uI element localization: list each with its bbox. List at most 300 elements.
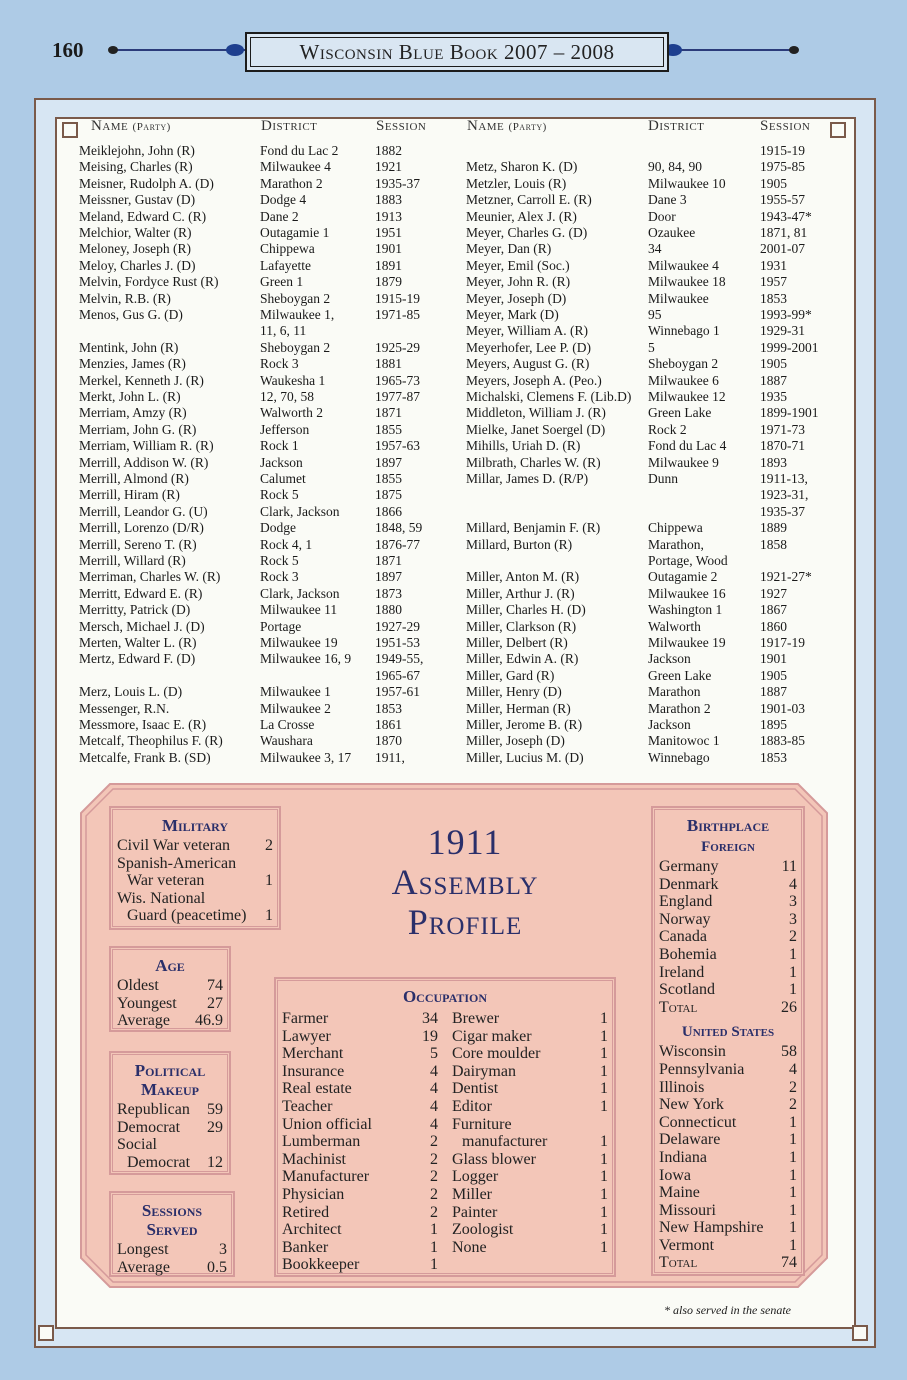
military-row xyxy=(117,890,273,908)
member-district: Clark, Jackson xyxy=(260,585,340,601)
occupation-row xyxy=(452,1204,608,1222)
foreign-row-label: Scotland xyxy=(659,981,715,999)
birthplace-title: Birthplace xyxy=(686,816,770,835)
occupation-row-value: 2 xyxy=(430,1133,438,1151)
member-name: Millard, Benjamin F. (R) xyxy=(466,520,601,536)
political-row-label: Democrat xyxy=(127,1153,191,1171)
member-name: Mihills, Uriah D. (R) xyxy=(466,438,581,454)
member-name: Meyer, Dan (R) xyxy=(466,241,552,257)
occupation-row-value: 1 xyxy=(430,1256,438,1274)
occupation-row-label: Core moulder xyxy=(452,1045,541,1063)
member-name: Metz, Sharon K. (D) xyxy=(466,159,578,175)
member-name: Miller, Edwin A. (R) xyxy=(466,651,579,667)
member-district: Green 1 xyxy=(260,274,304,290)
member-name: Meising, Charles (R) xyxy=(79,159,193,175)
total-value: 26 xyxy=(781,998,797,1016)
us-rows xyxy=(659,1043,797,1272)
member-name: Merritty, Patrick (D) xyxy=(79,602,191,618)
member-session: 1929-31 xyxy=(760,323,805,339)
member-district: Fond du Lac 4 xyxy=(648,438,727,454)
occupation-row xyxy=(452,1133,608,1151)
member-district: Milwaukee 10 xyxy=(648,175,726,191)
occupation-row xyxy=(452,1239,608,1257)
occupation-row-label: Farmer xyxy=(282,1010,329,1027)
us-row xyxy=(659,1114,797,1132)
member-name: Merrill, Leandor G. (U) xyxy=(79,503,208,519)
member-district: Calumet xyxy=(260,471,306,486)
occupation-row-value: 1 xyxy=(430,1221,438,1239)
member-session: 1897 xyxy=(375,569,402,585)
total-value: 74 xyxy=(781,1254,797,1272)
political-row xyxy=(117,1154,223,1172)
member-district: Outagamie 1 xyxy=(260,225,330,240)
member-session: 1993-99* xyxy=(760,307,812,322)
member-district: Milwaukee 2 xyxy=(260,700,331,716)
member-name: Merriman, Charles W. (R) xyxy=(79,569,221,585)
political-row-label: Democrat xyxy=(117,1118,181,1136)
member-session: 1899-1901 xyxy=(760,405,819,421)
foreign-row xyxy=(659,946,797,964)
foreign-row xyxy=(659,893,797,911)
member-name: Miller, Lucius M. (D) xyxy=(466,749,584,765)
member-name: Miller, Anton M. (R) xyxy=(466,569,580,585)
occupation-row xyxy=(282,1256,438,1274)
header-dot-left xyxy=(108,46,118,54)
military-row-label: Civil War veteran xyxy=(117,837,231,854)
us-row-label: Vermont xyxy=(659,1236,715,1254)
occupation-row-label: Logger xyxy=(452,1168,499,1186)
member-name: Merz, Louis L. (D) xyxy=(79,684,183,700)
member-session: 1867 xyxy=(760,602,787,618)
member-district: Chippewa xyxy=(648,520,703,536)
member-session: 1871 xyxy=(375,405,402,421)
military-rows xyxy=(117,837,273,925)
age-row-value: 46.9 xyxy=(195,1012,223,1030)
member-name: Miller, Charles H. (D) xyxy=(466,602,586,618)
age-row-label: Oldest xyxy=(117,977,159,994)
occupation-row-label: Real estate xyxy=(282,1080,352,1098)
member-district: Door xyxy=(648,208,676,224)
foreign-row-label: Canada xyxy=(659,928,707,946)
member-session: 1853 xyxy=(760,290,787,306)
member-district: Milwaukee 4 xyxy=(648,257,719,273)
us-title: United States xyxy=(681,1024,775,1041)
occupation-row xyxy=(452,1080,608,1098)
member-name: Mielke, Janet Soergel (D) xyxy=(466,421,606,437)
member-district: Jefferson xyxy=(260,421,310,437)
member-district: Chippewa xyxy=(260,241,315,257)
col-header-district-right: District xyxy=(648,118,705,134)
occupation-row-label: Bookkeeper xyxy=(282,1256,360,1274)
political-row-label: Social xyxy=(117,1136,157,1154)
military-row xyxy=(117,872,273,890)
political-row xyxy=(117,1136,223,1154)
col-header-session-left: Session xyxy=(376,118,427,134)
frame-corner xyxy=(830,122,846,138)
member-name: Menzies, James (R) xyxy=(79,356,186,372)
age-row-label: Average xyxy=(117,1012,170,1030)
member-session: 1853 xyxy=(760,749,787,765)
member-district: Sheboygan 2 xyxy=(260,339,331,355)
occupation-row-value: 1 xyxy=(430,1238,438,1256)
member-session: 1870 xyxy=(375,733,402,749)
member-name: Meyers, Joseph A. (Peo.) xyxy=(466,372,602,388)
us-row xyxy=(659,1043,797,1061)
age-row-value: 27 xyxy=(207,994,223,1012)
occupation-row-value: 1 xyxy=(600,1133,608,1151)
us-row xyxy=(659,1079,797,1097)
col-header-session-right: Session xyxy=(760,118,811,134)
occupation-row-label: Cigar maker xyxy=(452,1027,532,1045)
occupation-row-label: Zoologist xyxy=(452,1221,514,1239)
age-rows xyxy=(117,977,223,1030)
occupation-row-label: Union official xyxy=(282,1115,372,1133)
occupation-row-label: Machinist xyxy=(282,1150,346,1168)
member-session: 1882 xyxy=(375,143,402,158)
us-row-value: 2 xyxy=(789,1096,797,1114)
member-session: 1913 xyxy=(375,208,402,224)
member-name: Merrill, Hiram (R) xyxy=(79,487,180,503)
member-session: 1881 xyxy=(375,356,402,372)
member-name: Melchior, Walter (R) xyxy=(79,225,192,240)
us-row-label: Pennsylvania xyxy=(659,1060,745,1078)
us-row-label: Connecticut xyxy=(659,1113,737,1131)
military-box xyxy=(109,806,281,930)
member-session: 1927-29 xyxy=(375,618,420,634)
occupation-row-label: Glass blower xyxy=(452,1150,536,1168)
member-session: 1889 xyxy=(760,520,787,536)
member-session: 1927 xyxy=(760,585,787,601)
member-name: Meyer, Mark (D) xyxy=(466,307,559,322)
member-district: Dodge xyxy=(260,520,296,536)
member-district: Manitowoc 1 xyxy=(648,733,720,749)
us-row xyxy=(659,1149,797,1167)
occupation-row xyxy=(282,1028,438,1046)
member-name: Middleton, William J. (R) xyxy=(466,405,606,421)
member-district: Ozaukee xyxy=(648,225,696,240)
political-row-value: 29 xyxy=(207,1118,223,1136)
member-name: Mersch, Michael J. (D) xyxy=(79,618,205,634)
member-district: Dodge 4 xyxy=(260,192,307,208)
member-name: Merkel, Kenneth J. (R) xyxy=(79,372,204,388)
birthplace-box xyxy=(651,806,805,1276)
foreign-row xyxy=(659,876,797,894)
us-row xyxy=(659,1131,797,1149)
member-name: Melvin, Fordyce Rust (R) xyxy=(79,274,219,290)
member-session: 1901 xyxy=(760,651,787,667)
member-name: Menos, Gus G. (D) xyxy=(79,307,183,322)
member-session: 1975-85 xyxy=(760,159,805,175)
foreign-row xyxy=(659,964,797,982)
member-district: Milwaukee 16, 9 xyxy=(260,651,352,667)
member-session: 1883 xyxy=(375,192,402,208)
member-name: Millar, James D. (R/P) xyxy=(466,471,589,486)
us-row xyxy=(659,1167,797,1185)
us-row-label: Indiana xyxy=(659,1148,707,1166)
member-session: 1951-53 xyxy=(375,635,420,650)
member-district: Rock 3 xyxy=(260,356,299,372)
military-row-label: War veteran xyxy=(127,872,205,890)
member-session: 1921-27* xyxy=(760,569,812,585)
member-name: Miller, Herman (R) xyxy=(466,700,571,716)
member-name: Melvin, R.B. (R) xyxy=(79,290,171,306)
member-name: Metcalf, Theophilus F. (R) xyxy=(79,733,223,749)
us-row-value: 1 xyxy=(789,1236,797,1254)
member-district: Waukesha 1 xyxy=(260,372,326,388)
occupation-row-value: 1 xyxy=(600,1150,608,1168)
member-session: 1915-19 xyxy=(375,290,420,306)
member-name: Milbrath, Charles W. (R) xyxy=(466,454,601,470)
member-session: 1911, xyxy=(375,749,405,765)
occupation-row-value: 19 xyxy=(422,1027,438,1045)
occupation-row-label: Lawyer xyxy=(282,1027,331,1045)
member-session: 2001-07 xyxy=(760,241,805,257)
occupation-row-value: 1 xyxy=(600,1027,608,1045)
political-row-value: 12 xyxy=(207,1153,223,1171)
us-row-value: 1 xyxy=(789,1219,797,1237)
occupation-row-label: Editor xyxy=(452,1097,492,1115)
member-district: Milwaukee 1, xyxy=(260,307,335,322)
occupation-row-label: Merchant xyxy=(282,1045,344,1063)
us-row xyxy=(659,1061,797,1079)
member-session: 1931 xyxy=(760,257,787,273)
member-name: Merrill, Willard (R) xyxy=(79,553,186,568)
sessions-title: Sessions Served xyxy=(141,1201,203,1239)
us-row-value: 2 xyxy=(789,1078,797,1096)
member-session: 1871 xyxy=(375,553,402,568)
member-session: 1860 xyxy=(760,618,787,634)
member-name: Meissner, Gustav (D) xyxy=(79,192,196,208)
foreign-row-value: 4 xyxy=(789,875,797,893)
foreign-row-value: 1 xyxy=(789,963,797,981)
occupation-row-value: 4 xyxy=(430,1115,438,1133)
member-session: 1957-63 xyxy=(375,438,420,454)
member-district: Rock 1 xyxy=(260,438,299,454)
member-district: Outagamie 2 xyxy=(648,569,718,585)
foreign-row-value: 3 xyxy=(789,910,797,928)
member-session: 1971-85 xyxy=(375,307,420,322)
occupation-row xyxy=(282,1204,438,1222)
member-district: Rock 3 xyxy=(260,569,299,585)
us-row-value: 1 xyxy=(789,1201,797,1219)
member-name: Miller, Clarkson (R) xyxy=(466,618,577,634)
us-row-value: 1 xyxy=(789,1113,797,1131)
member-name: Meyer, Emil (Soc.) xyxy=(466,257,570,273)
member-session: 1971-73 xyxy=(760,421,805,437)
member-district: Milwaukee 16 xyxy=(648,585,726,601)
member-district: Dunn xyxy=(648,471,678,486)
member-session: 1999-2001 xyxy=(760,339,819,355)
member-name: Miller, Joseph (D) xyxy=(466,733,565,749)
member-district: 90, 84, 90 xyxy=(648,159,702,175)
page-number: 160 xyxy=(52,38,84,62)
member-district: Lafayette xyxy=(260,257,311,273)
member-session: 1855 xyxy=(375,421,402,437)
member-district: Portage, Wood xyxy=(648,553,728,568)
member-name: Merrill, Lorenzo (D/R) xyxy=(79,520,204,536)
member-session: 1921 xyxy=(375,159,402,175)
book-title: Wisconsin Blue Book 2007 – 2008 xyxy=(299,40,615,64)
occupation-row-label: Teacher xyxy=(282,1097,333,1115)
member-session: 1911-13, xyxy=(760,471,808,486)
member-district: Fond du Lac 2 xyxy=(260,143,339,158)
us-row-value: 1 xyxy=(789,1148,797,1166)
col-header-name-left: Name (Party) xyxy=(91,118,171,134)
member-session: 1943-47* xyxy=(760,208,812,224)
member-session: 1901 xyxy=(375,241,402,257)
member-session: 1935-37 xyxy=(760,503,805,519)
member-name: Miller, Henry (D) xyxy=(466,684,562,700)
occupation-row-label: Painter xyxy=(452,1203,498,1221)
member-name: Millard, Burton (R) xyxy=(466,536,573,552)
member-name: Merrill, Almond (R) xyxy=(79,471,189,486)
occupation-row-value: 2 xyxy=(430,1150,438,1168)
occupation-row xyxy=(282,1239,438,1257)
foreign-row-label: Norway xyxy=(659,910,711,928)
member-district: Jackson xyxy=(648,651,691,667)
military-row-value: 1 xyxy=(265,907,273,925)
occupation-row-value: 1 xyxy=(600,1238,608,1256)
member-name: Merritt, Edward E. (R) xyxy=(79,585,203,601)
occupation-row-value: 1 xyxy=(600,1168,608,1186)
member-district: Dane 2 xyxy=(260,208,299,224)
member-district: Dane 3 xyxy=(648,192,687,208)
foreign-row-label: Germany xyxy=(659,858,719,875)
member-district: Washington 1 xyxy=(648,602,723,618)
member-session: 1861 xyxy=(375,717,402,732)
member-name: Miller, Arthur J. (R) xyxy=(466,585,575,601)
sessions-rows xyxy=(117,1241,227,1276)
member-name: Michalski, Clemens F. (Lib.D) xyxy=(466,389,632,404)
occupation-row xyxy=(452,1028,608,1046)
occupation-row-label: Retired xyxy=(282,1203,330,1221)
military-row-label: Wis. National xyxy=(117,889,206,907)
occupation-row-value: 1 xyxy=(600,1221,608,1239)
us-row xyxy=(659,1219,797,1237)
member-district: Milwaukee 1 xyxy=(260,684,331,700)
occupation-row-label: manufacturer xyxy=(462,1133,548,1151)
member-name: Meiklejohn, John (R) xyxy=(79,143,195,158)
occupation-row-label: None xyxy=(452,1238,487,1256)
occupation-row-label: Furniture xyxy=(452,1115,512,1133)
political-row xyxy=(117,1101,223,1119)
member-district: Marathon xyxy=(648,684,701,700)
member-district: Rock 2 xyxy=(648,421,687,437)
member-session: 1905 xyxy=(760,175,787,191)
member-district: 12, 70, 58 xyxy=(260,389,314,404)
total-row xyxy=(659,1254,797,1272)
member-district: Jackson xyxy=(260,454,303,470)
political-rows xyxy=(117,1101,223,1171)
header-bead-left xyxy=(226,44,244,56)
sessions-box xyxy=(109,1191,235,1277)
occupation-row-value: 1 xyxy=(600,1097,608,1115)
military-row-label: Spanish-American xyxy=(117,854,237,872)
member-session: 1949-55, xyxy=(375,651,424,667)
member-session: 1880 xyxy=(375,602,402,618)
occupation-row xyxy=(452,1186,608,1204)
frame-corner xyxy=(62,122,78,138)
occupation-row xyxy=(282,1045,438,1063)
occupation-row-label: Miller xyxy=(452,1185,492,1203)
occupation-row xyxy=(282,1151,438,1169)
occupation-row-value: 1 xyxy=(600,1203,608,1221)
member-session: 1891 xyxy=(375,257,402,273)
us-row-label: Missouri xyxy=(659,1201,716,1219)
us-row xyxy=(659,1184,797,1202)
member-district: Rock 4, 1 xyxy=(260,536,313,552)
member-name: Merriam, Amzy (R) xyxy=(79,405,187,421)
member-name: Mentink, John (R) xyxy=(79,339,179,355)
foreign-row xyxy=(659,858,797,876)
occupation-row xyxy=(452,1098,608,1116)
member-session: 1955-57 xyxy=(760,192,805,208)
member-district: Jackson xyxy=(648,717,691,732)
member-name: Messenger, R.N. xyxy=(79,700,170,716)
occupation-row-label: Banker xyxy=(282,1238,329,1256)
occupation-row xyxy=(282,1098,438,1116)
col-header-district-left: District xyxy=(261,118,318,134)
member-district: Marathon 2 xyxy=(648,700,711,716)
military-title: Military xyxy=(161,816,229,835)
member-district: Milwaukee xyxy=(648,290,709,306)
member-district: Sheboygan 2 xyxy=(260,290,331,306)
member-session: 1893 xyxy=(760,454,787,470)
member-district: Winnebago xyxy=(648,749,710,765)
occupation-row xyxy=(452,1010,608,1028)
age-title: Age xyxy=(155,956,185,975)
us-row-value: 4 xyxy=(789,1060,797,1078)
occupation-box xyxy=(274,977,616,1277)
member-district: Milwaukee 11 xyxy=(260,602,338,618)
occupation-row-value: 1 xyxy=(600,1080,608,1098)
member-name: Meyer, William A. (R) xyxy=(466,323,589,339)
foreign-row xyxy=(659,981,797,999)
member-session: 1870-71 xyxy=(760,438,805,454)
member-session: 1876-77 xyxy=(375,536,420,552)
member-session: 1897 xyxy=(375,454,402,470)
member-district: Walworth xyxy=(648,618,701,634)
occupation-row-label: Insurance xyxy=(282,1062,345,1080)
age-row xyxy=(117,977,223,995)
occupation-row-label: Lumberman xyxy=(282,1133,361,1151)
foreign-row-label: England xyxy=(659,893,713,911)
member-district: Milwaukee 9 xyxy=(648,454,719,470)
member-session: 1887 xyxy=(760,684,787,700)
profile-title-line: Profile xyxy=(407,902,523,942)
foreign-row-label: Ireland xyxy=(659,963,705,981)
member-name: Metzler, Louis (R) xyxy=(466,175,567,191)
member-session: 1957-61 xyxy=(375,684,420,700)
member-district: 95 xyxy=(648,307,662,322)
occupation-row-value: 4 xyxy=(430,1062,438,1080)
political-row-value: 59 xyxy=(207,1101,223,1118)
member-name: Metcalfe, Frank B. (SD) xyxy=(79,749,211,765)
foreign-row-value: 3 xyxy=(789,893,797,911)
foreign-row-value: 11 xyxy=(781,858,797,875)
age-box xyxy=(109,946,231,1032)
us-row xyxy=(659,1096,797,1114)
occupation-row xyxy=(282,1221,438,1239)
member-session: 1855 xyxy=(375,471,402,486)
sessions-row-value: 0.5 xyxy=(207,1258,227,1276)
member-session: 1965-67 xyxy=(375,667,420,683)
member-district: Portage xyxy=(260,618,302,634)
age-row-value: 74 xyxy=(207,977,223,994)
member-district: Milwaukee 19 xyxy=(648,635,726,650)
occupation-row-value: 1 xyxy=(600,1045,608,1063)
occupation-row-label: Dentist xyxy=(452,1080,499,1098)
